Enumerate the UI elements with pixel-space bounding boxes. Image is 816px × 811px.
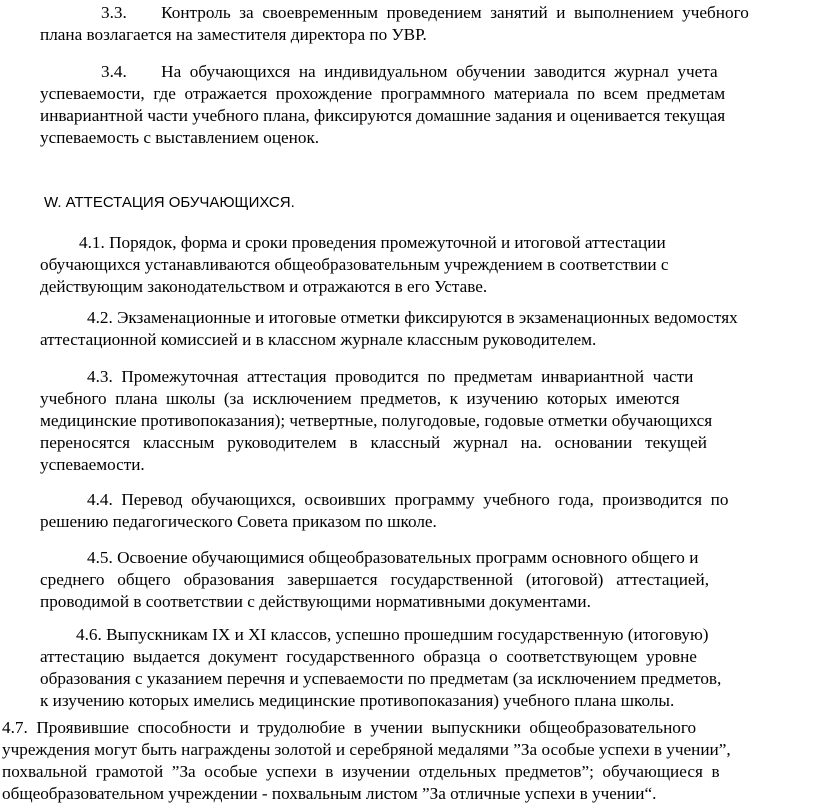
- section-heading: W. АТТЕСТАЦИЯ ОБУЧАЮЩИХСЯ.: [44, 194, 295, 211]
- paragraph-4-6: [40, 624, 785, 712]
- text-line: к изучению которых имелись медицинские противопоказания) учебного плана школы.: [40, 691, 675, 710]
- text-line: образования с указанием перечня и успеваемости по предметам (за исключением предметов,: [40, 669, 722, 688]
- text-line: похвальной грамотой ”За особые успехи в изучении отдельных предметов”; обучающиеся в: [2, 762, 720, 781]
- text-line: аттестацию выдается документ государственного образца о соответствующем уровне: [40, 647, 697, 666]
- text-line: 3.3. Контроль за своевременным проведением занятий и выполнением учебного: [101, 3, 749, 22]
- paragraph-3-4: [40, 61, 806, 149]
- text-line: 4.5. Освоение обучающимися общеобразовательных программ основного общего и: [87, 548, 699, 567]
- text-line: успеваемости, где отражается прохождение программного материала по всем предметам: [40, 84, 726, 103]
- text-line: аттестационной комиссией и в классном журнале классным руководителем.: [40, 330, 597, 349]
- text-line: учебного плана школы (за исключением предметов, к изучению которых имеются: [40, 389, 680, 408]
- paragraph-4-7: [2, 717, 812, 805]
- text-line: 3.4. На обучающихся на индивидуальном обучении заводится журнал учета: [101, 62, 718, 81]
- text-line: 4.1. Порядок, форма и сроки проведения промежуточной и итоговой аттестации: [79, 233, 666, 252]
- paragraph-4-4: [40, 489, 810, 533]
- text-line: 4.6. Выпускникам IX и XI классов, успешно прошедшим государственную (итоговую): [76, 625, 709, 644]
- text-line: учреждения могут быть награждены золотой и серебряной медалями ”За особые успехи в учении”,: [2, 740, 731, 759]
- text-line: среднего общего образования завершается государственной (итоговой) аттестацией,: [40, 570, 710, 589]
- text-line: 4.7. Проявившие способности и трудолюбие в учении выпускники общеобразовательного: [2, 718, 697, 737]
- text-line: проводимой в соответствии с действующими нормативными документами.: [40, 592, 591, 611]
- paragraph-4-1: [40, 232, 740, 298]
- text-line: инвариантной части учебного плана, фиксируются домашние задания и оценивается текущая: [40, 106, 726, 125]
- text-line: решению педагогического Совета приказом по школе.: [40, 512, 437, 531]
- text-line: успеваемость с выставлением оценок.: [40, 128, 320, 147]
- text-line: действующим законодательством и отражаются в его Уставе.: [40, 277, 488, 296]
- text-line: обучающихся устанавливаются общеобразовательным учреждением в соответствии с: [40, 255, 669, 274]
- text-line: переносятся классным руководителем в классный журнал на. основании текущей: [40, 433, 707, 452]
- paragraph-4-5: [40, 547, 785, 613]
- text-line: 4.3. Промежуточная аттестация проводится по предметам инвариантной части: [87, 367, 694, 386]
- text-line: успеваемости.: [40, 455, 145, 474]
- text-line: 4.2. Экзаменационные и итоговые отметки фиксируются в экзаменационных ведомостях: [87, 308, 738, 327]
- text-line: 4.4. Перевод обучающихся, освоивших программу учебного года, производится по: [87, 490, 729, 509]
- text-line: общеобразовательном учреждении - похвальным листом ”За отличные успехи в учении“.: [2, 784, 657, 803]
- text-line: медицинские противопоказания); четвертные, полугодовые, годовые отметки обучающихся: [40, 411, 713, 430]
- paragraph-3-3: [40, 2, 806, 46]
- text-line: плана возлагается на заместителя директора по УВР.: [40, 25, 427, 44]
- paragraph-4-3: [40, 366, 785, 476]
- paragraph-4-2: [40, 307, 810, 351]
